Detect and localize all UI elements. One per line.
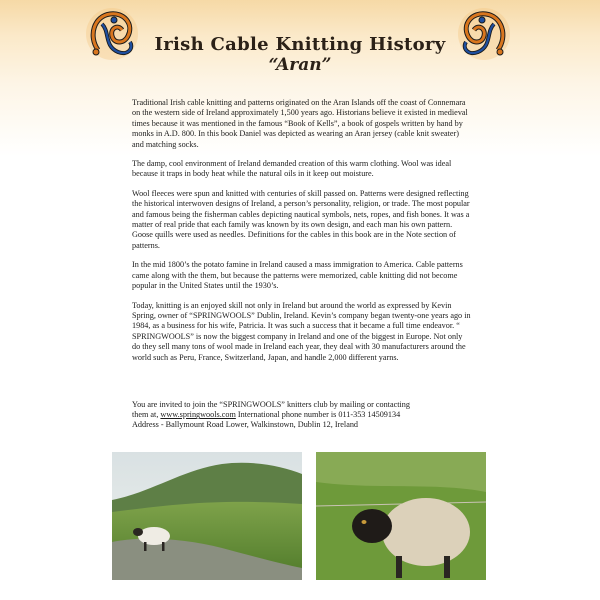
contact-address: Address - Ballymount Road Lower, Walkinstown, Dublin 12, Ireland bbox=[132, 420, 359, 430]
article-body bbox=[132, 98, 472, 372]
contact-invite: You are invited to join the “SPRINGWOOLS” knitters club by mailing or contacting bbox=[132, 400, 410, 409]
page-title bbox=[0, 34, 600, 75]
photo-landscape-sheep bbox=[112, 452, 302, 580]
website-link[interactable]: www.springwools.com bbox=[160, 410, 236, 420]
contact-web-phone bbox=[132, 410, 472, 420]
contact-prefix: them at, bbox=[132, 410, 161, 420]
title-main: Irish Cable Knitting History bbox=[154, 34, 446, 55]
paragraph-famine: In the mid 1800’s the potato famine in Ireland caused a mass immigration to America. Cable patterns came along with the them, but because the patterns were memorized, cable knitting did not become popular in the United States until the 1930’s. bbox=[132, 260, 463, 291]
contact-info bbox=[132, 400, 472, 431]
paragraph-patterns: Wool fleeces were spun and knitted with centuries of skill passed on. Patterns were designed reflecting the historical interwoven designs of Ireland, a person’s personality, religion, or trade. The most popular and famous being the fisherman cables depicting nautical symbols, nets, ropes, and fish bones. It was a matter of real pride that each family was known by its own design, and each man his own pattern. Goose quills were used as needles. Definitions for the cables in this book are in the Note section of patterns. bbox=[132, 188, 470, 250]
paragraph-origins: Traditional Irish cable knitting and patterns originated on the Aran Islands off the coast of Connemara on the western side of Ireland approximately 1,500 years ago. Historians believe it existed in medieval times because it was mentioned in the famous “Book of Kells”, a book of gospels written by hand by monks in A.D. 800. In this book Daniel was depicted as wearing an Aran jersey (cable knit sweater) and matching socks. bbox=[132, 98, 468, 149]
title-subtitle: “Aran” bbox=[268, 55, 332, 75]
photo-sheep-closeup bbox=[316, 452, 486, 580]
paragraph-environment: The damp, cool environment of Ireland demanded creation of this warm clothing. Wool was ideal because it traps in body heat while the natural oils in it keep out moisture. bbox=[132, 159, 452, 179]
phone-number: International phone number is 011-353 14509134 bbox=[235, 410, 401, 420]
paragraph-springwools: Today, knitting is an enjoyed skill not only in Ireland but around the world as expressed by Kevin Spring, owner of “SPRINGWOOLS” Dublin, Ireland. Kevin’s company began twenty-one years ago in 1984, as a business for his wife, Patricia. It was such a success that it became a full time endeavor. “ SPRINGWOOLS” is now the biggest company in Ireland and one of the biggest in Europe. Not only do they sell many tons of wool made in Ireland each year, they deal with 30 manufacturers around the world such as Peru, France, Switzerland, Japan, and handle 2,000 different yarns. bbox=[132, 300, 471, 362]
